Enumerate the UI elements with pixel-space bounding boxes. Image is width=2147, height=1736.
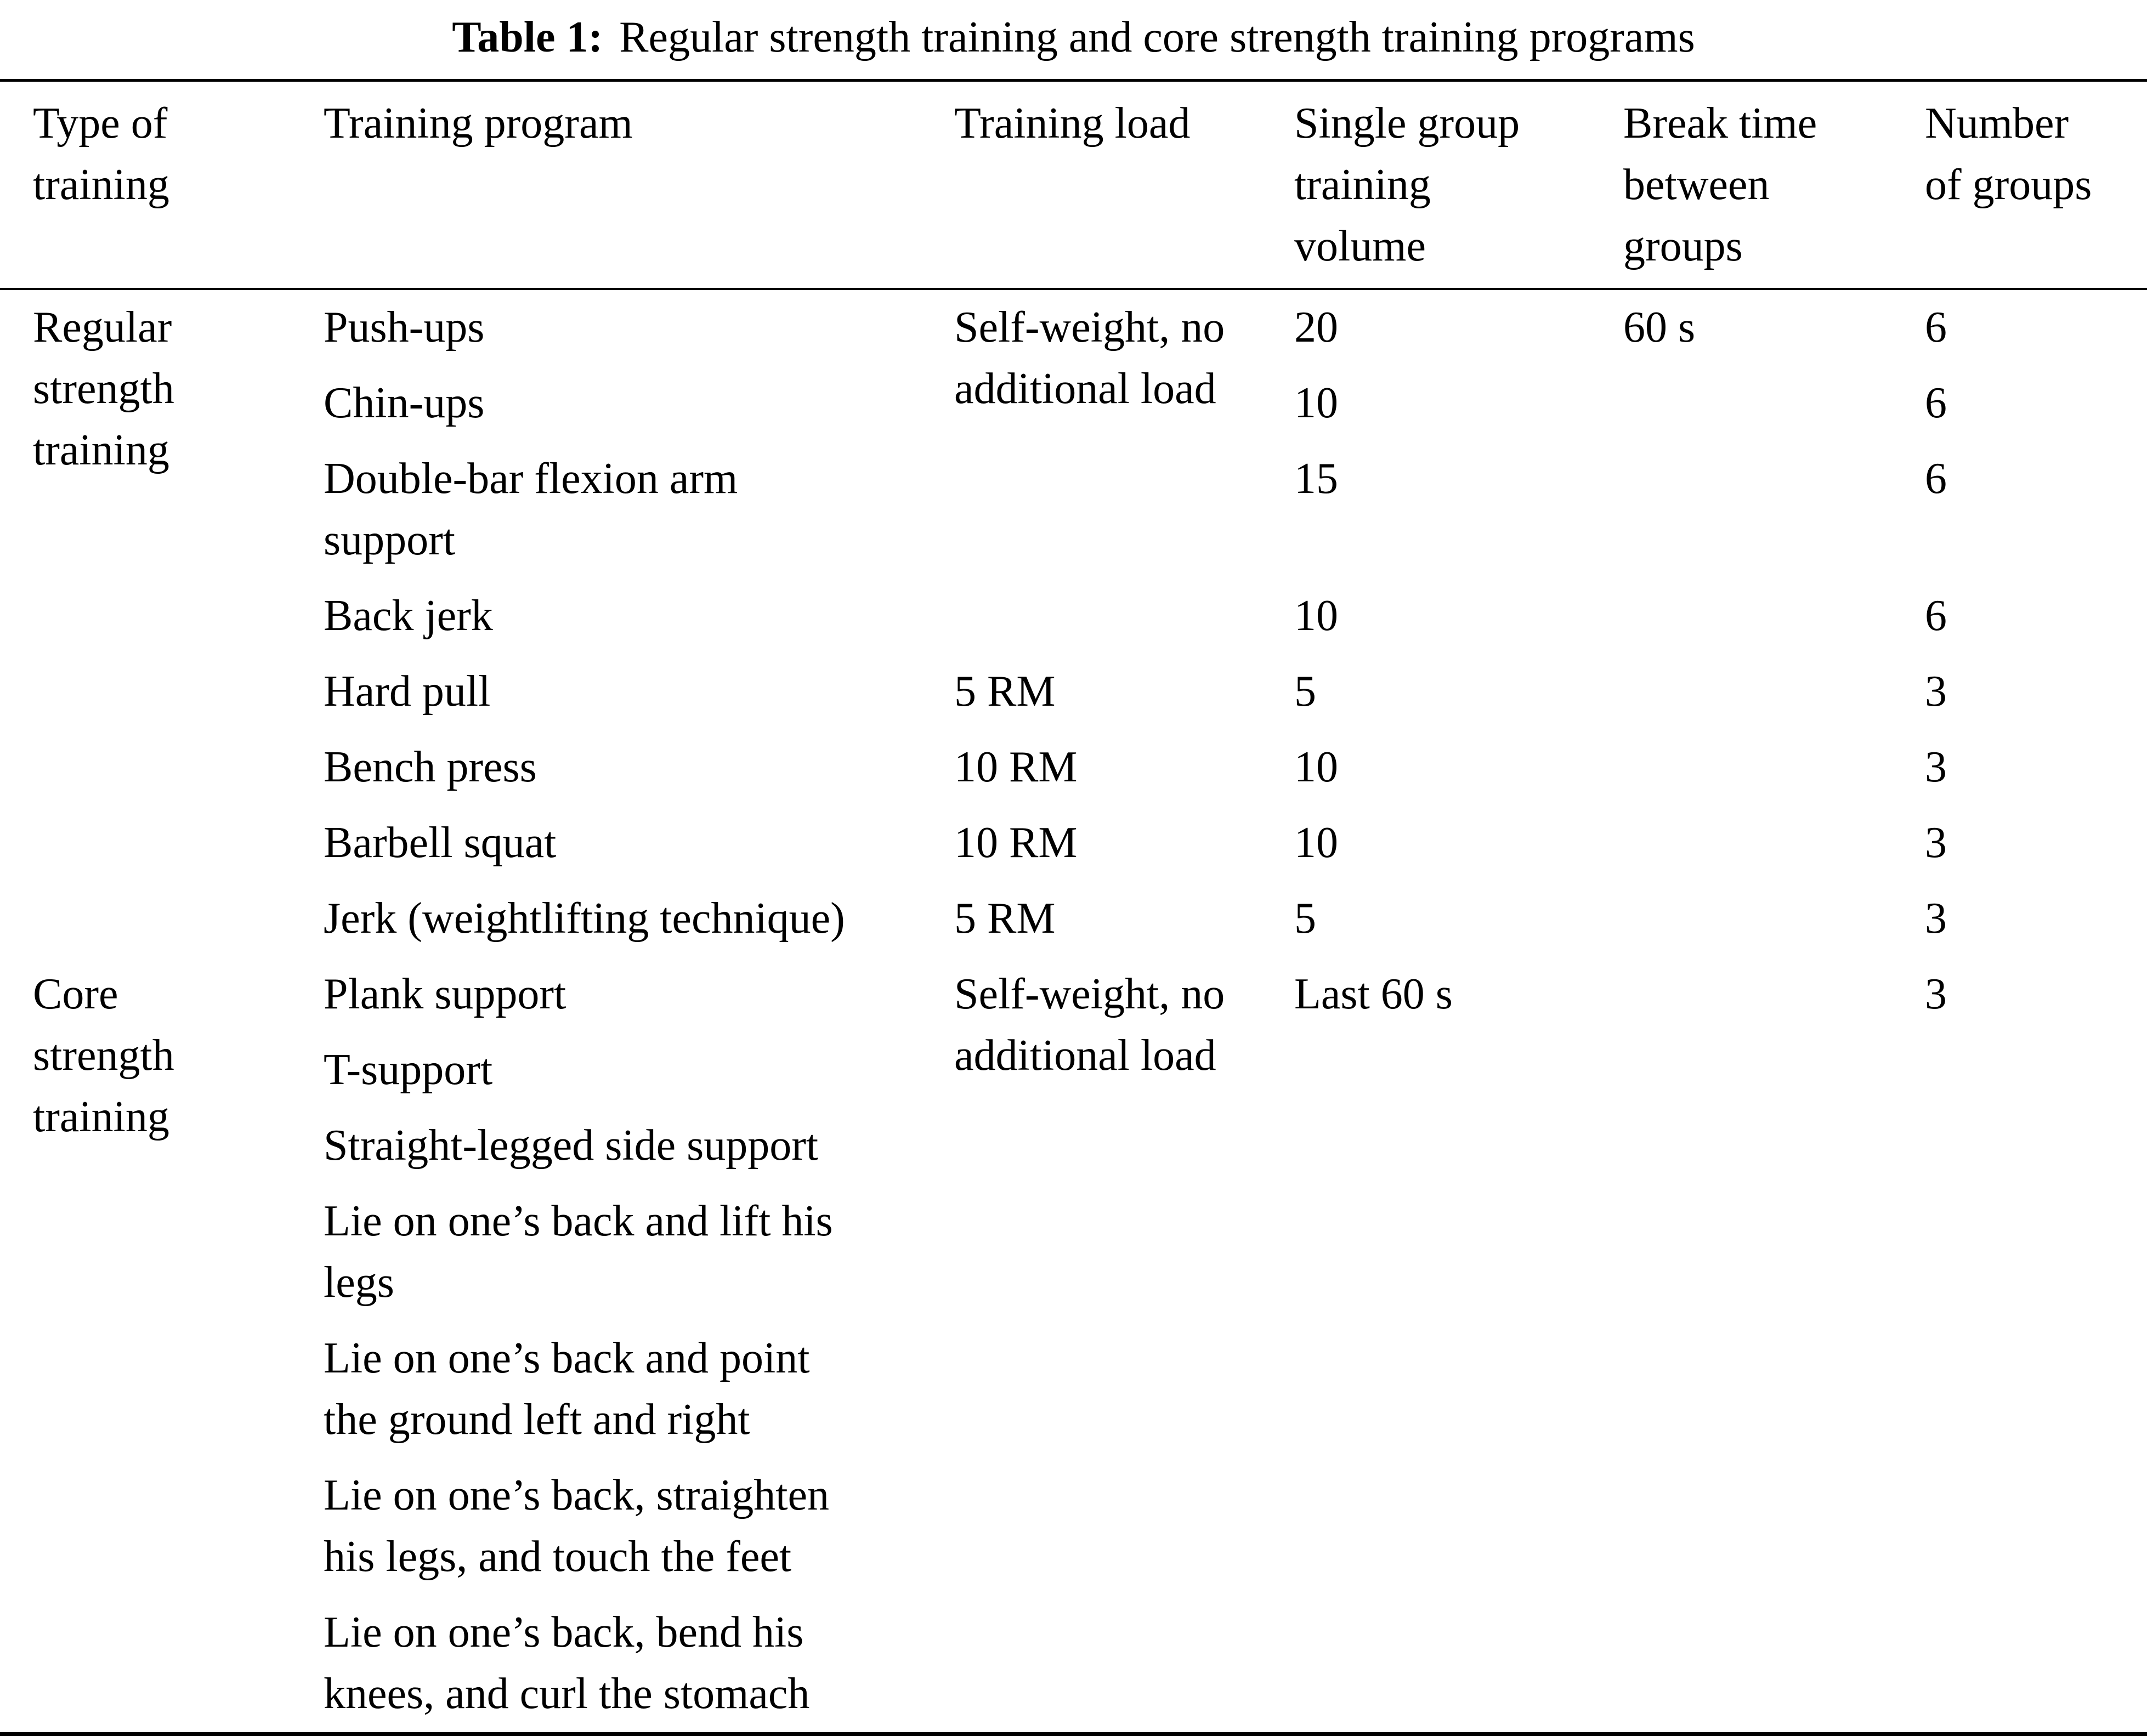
cell-load: 5 RM [954,894,1056,943]
cell-groups: 6 [1925,455,1947,503]
cell-program: Double-bar flexion arm support [324,455,738,564]
header-training-load: Training load [954,81,1294,290]
cell-program: Push-ups [324,303,485,351]
cell-load: 5 RM [954,667,1056,716]
cell-program: Jerk (weightlifting technique) [324,894,845,943]
header-break-time: Break time between groups [1623,81,1925,290]
cell-program: Straight-legged side support [324,1121,819,1170]
cell-groups: 3 [1925,970,1947,1018]
cell-load: Self-weight, no additional load [954,303,1225,413]
cell-load: 10 RM [954,819,1078,867]
cell-volume: 10 [1294,592,1338,640]
cell-program: Hard pull [324,667,491,716]
cell-type: Core strength training [33,970,174,1141]
header-training-program: Training program [324,81,954,290]
cell-volume: 20 [1294,303,1338,351]
cell-program: Lie on one’s back and point the ground left and right [324,1334,810,1444]
cell-groups: 6 [1925,303,1947,351]
cell-groups: 3 [1925,667,1947,716]
cell-volume: 15 [1294,455,1338,503]
cell-program: Lie on one’s back and lift his legs [324,1197,833,1307]
table-caption-label: Table 1: [452,13,603,61]
cell-groups: 3 [1925,894,1947,943]
header-training-volume: Single group training volume [1294,81,1623,290]
table-caption [0,7,2147,68]
cell-groups: 3 [1925,743,1947,791]
cell-groups: 3 [1925,819,1947,867]
paper-page [0,7,2147,1736]
cell-load: 10 RM [954,743,1078,791]
header-row [0,81,2147,290]
cell-program: Back jerk [324,592,493,640]
cell-volume: 10 [1294,379,1338,427]
cell-volume: Last 60 s [1294,970,1453,1018]
cell-break: 60 s [1623,303,1696,351]
table-body [0,289,2147,1734]
cell-program: Lie on one’s back, bend his knees, and curl the stomach [324,1608,810,1718]
cell-groups: 6 [1925,379,1947,427]
table-header [0,81,2147,290]
cell-program: Lie on one’s back, straighten his legs, and touch the feet [324,1471,829,1581]
table-row [0,289,2147,366]
cell-program: Bench press [324,743,537,791]
table-caption-text: Regular strength training and core strength training programs [619,13,1695,61]
cell-load: Self-weight, no additional load [954,970,1225,1080]
cell-program: T-support [324,1046,493,1094]
cell-groups: 6 [1925,592,1947,640]
cell-volume: 5 [1294,894,1316,943]
training-programs-table [0,79,2147,1736]
table-row [0,957,2147,1032]
cell-volume: 10 [1294,743,1338,791]
cell-volume: 10 [1294,819,1338,867]
cell-break [1623,957,1925,1734]
cell-program: Plank support [324,970,567,1018]
cell-volume: 5 [1294,667,1316,716]
header-type-of-training: Type of training [0,81,324,290]
cell-program: Chin-ups [324,379,485,427]
cell-type: Regular strength training [33,303,174,474]
cell-program: Barbell squat [324,819,557,867]
header-number-of-groups: Number of groups [1925,81,2147,290]
